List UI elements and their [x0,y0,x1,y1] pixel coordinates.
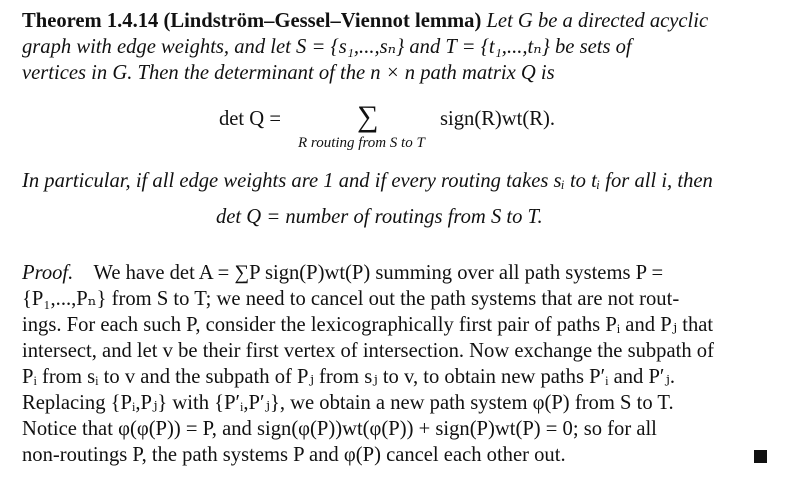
proof-line-2: {P₁,...,Pₙ} from S to T; we need to cancel out the path systems that are not rout- [22,288,680,310]
proof-line-7: Notice that φ(φ(P)) = P, and sign(φ(P))wt(φ(P)) + sign(P)wt(P) = 0; so for all [22,418,657,440]
proof-line-5: Pᵢ from sᵢ to v and the subpath of Pⱼ from sⱼ to v, to obtain new paths P′ᵢ and P′ⱼ. [22,366,676,388]
proof-line-8: non-routings P, the path systems P and φ(P) cancel each other out. [22,444,566,466]
proof-line-1-text: We have det A = ∑P sign(P)wt(P) summing over all path systems P = [93,262,664,284]
theorem-line-1 [22,8,708,34]
equation-1-summation-range: R routing from S to T [298,135,425,151]
theorem-line-4: In particular, if all edge weights are 1 and if every routing takes sᵢ to tᵢ for all i, then [22,170,713,192]
proof-line-1 [22,260,663,286]
proof-line-4: intersect, and let v be their first vertex of intersection. Now exchange the subpath of [22,340,714,362]
proof-label: Proof. [22,262,74,284]
equation-2: det Q = number of routings from S to T. [216,206,543,228]
qed-square-icon [754,450,767,463]
theorem-line-2: graph with edge weights, and let S = {s₁,...,sₙ} and T = {t₁,...,tₙ} be sets of [22,36,632,58]
sum-symbol: ∑ [357,100,379,133]
proof-line-6: Replacing {Pᵢ,Pⱼ} with {P′ᵢ,P′ⱼ}, we obtain a new path system φ(P) from S to T. [22,392,674,414]
theorem-heading: Theorem 1.4.14 (Lindström–Gessel–Viennot lemma) [22,10,482,32]
theorem-line-1-rest: Let G be a directed acyclic [486,10,709,32]
equation-1-rhs: sign(R)wt(R). [440,108,555,130]
proof-line-3: ings. For each such P, consider the lexicographically first pair of paths Pᵢ and Pⱼ that [22,314,714,336]
equation-1-lhs: det Q = [219,108,281,130]
theorem-line-3: vertices in G. Then the determinant of the n × n path matrix Q is [22,62,555,84]
